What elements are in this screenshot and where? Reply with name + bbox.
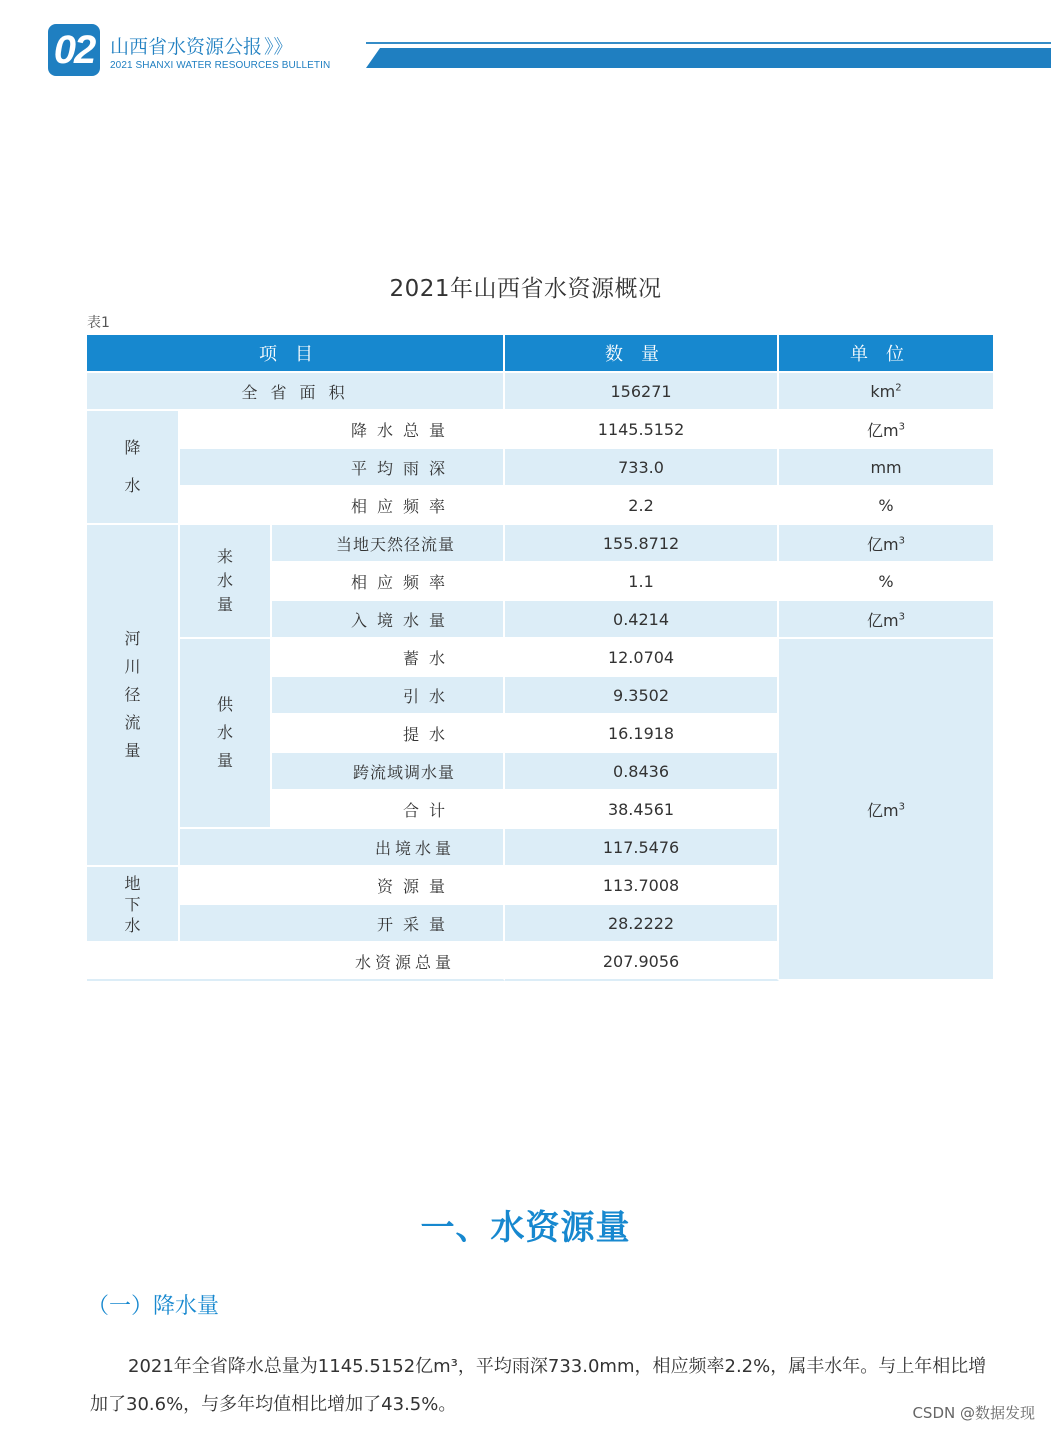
row-label: 蓄水 xyxy=(272,639,505,677)
row-label: 入境水量 xyxy=(272,601,505,639)
table-row xyxy=(87,449,995,487)
subsection-title: （一）降水量 xyxy=(87,1294,220,1319)
row-value: 117.5476 xyxy=(505,829,779,867)
row-value: 113.7008 xyxy=(505,867,779,905)
row-label: 资源量 xyxy=(180,867,505,905)
row-unit: 亿$m^3$ xyxy=(779,601,995,639)
bulletin-title-text: 山西省水资源公报 xyxy=(110,36,263,58)
row-value: 0.4214 xyxy=(505,601,779,639)
row-label: 水资源总量 xyxy=(87,943,505,981)
supply-group-label: 供 水 量 xyxy=(180,639,272,829)
row-value: 16.1918 xyxy=(505,715,779,753)
page-number-badge: 02 xyxy=(48,24,100,76)
bulletin-title xyxy=(110,35,293,59)
table-row xyxy=(87,487,995,525)
water-resources-table xyxy=(87,335,995,981)
table-row xyxy=(87,373,995,411)
table-row xyxy=(87,639,995,677)
table-header-row xyxy=(87,335,995,373)
row-value: 207.9056 xyxy=(505,943,779,981)
area-unit: $km^2$ xyxy=(779,373,995,411)
row-label: 降水总量 xyxy=(180,411,505,449)
row-label: 相应频率 xyxy=(272,563,505,601)
row-value: 0.8436 xyxy=(505,753,779,791)
ground-group-label: 地 下 水 xyxy=(87,867,180,943)
row-value: 1145.5152 xyxy=(505,411,779,449)
row-label: 提水 xyxy=(272,715,505,753)
row-label: 开采量 xyxy=(180,905,505,943)
row-value: 2.2 xyxy=(505,487,779,525)
inflow-group-label: 来 水 量 xyxy=(180,525,272,639)
row-label: 相应频率 xyxy=(180,487,505,525)
bulletin-subtitle: 2021 SHANXI WATER RESOURCES BULLETIN xyxy=(110,60,331,71)
row-value: 12.0704 xyxy=(505,639,779,677)
row-label: 平均雨深 xyxy=(180,449,505,487)
river-group-label: 河 川 径 流 量 xyxy=(87,525,180,867)
row-label: 合计 xyxy=(272,791,505,829)
section-title: 一、水资源量 xyxy=(420,1208,631,1248)
table-caption: 表1 xyxy=(87,315,110,331)
row-value: 9.3502 xyxy=(505,677,779,715)
header-rule xyxy=(366,42,1051,44)
table-row xyxy=(87,525,995,563)
row-value: 1.1 xyxy=(505,563,779,601)
row-label: 引水 xyxy=(272,677,505,715)
header-bar xyxy=(366,48,1051,68)
area-value: 156271 xyxy=(505,373,779,411)
row-value: 155.8712 xyxy=(505,525,779,563)
body-paragraph: 2021年全省降水总量为1145.5152亿m³，平均雨深733.0mm，相应频率2.2%，属丰水年。与上年相比增加了30.6%，与多年均值相比增加了43.5%。 xyxy=(90,1356,987,1415)
precip-group-label: 降 水 xyxy=(87,411,180,525)
row-label: 当地天然径流量 xyxy=(272,525,505,563)
watermark: CSDN @数据发现 xyxy=(912,1404,1035,1422)
row-label: 出境水量 xyxy=(180,829,505,867)
header-quantity: 数量 xyxy=(505,335,779,373)
row-value: 28.2222 xyxy=(505,905,779,943)
row-value: 733.0 xyxy=(505,449,779,487)
table-title: 2021年山西省水资源概况 xyxy=(389,276,662,302)
chevrons-icon: 》》 xyxy=(264,36,293,58)
merged-unit-cell: 亿$m^3$ xyxy=(779,639,995,981)
row-unit: % xyxy=(779,563,995,601)
row-label: 跨流域调水量 xyxy=(272,753,505,791)
area-label: 全 省 面 积 xyxy=(87,373,505,411)
row-unit: % xyxy=(779,487,995,525)
row-unit: 亿$m^3$ xyxy=(779,525,995,563)
row-value: 38.4561 xyxy=(505,791,779,829)
row-unit: mm xyxy=(779,449,995,487)
row-unit: 亿$m^3$ xyxy=(779,411,995,449)
header-unit: 单位 xyxy=(779,335,995,373)
header-item: 项目 xyxy=(87,335,505,373)
table-row xyxy=(87,411,995,449)
